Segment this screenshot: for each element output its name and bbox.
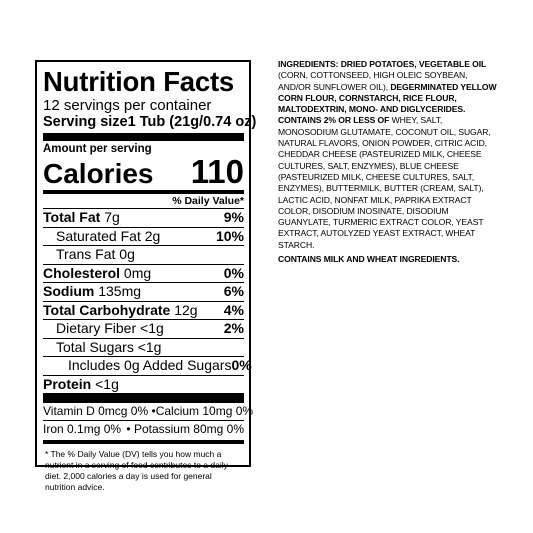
- calories-value: 110: [190, 153, 244, 190]
- nutrient-amount: <1g: [95, 375, 119, 392]
- ingredients-label: INGREDIENTS:: [278, 59, 339, 69]
- nutrient-dv: 2%: [223, 320, 244, 336]
- nutrient-label: Total Carbohydrate: [43, 301, 171, 318]
- nutrient-dv: 0%: [231, 357, 252, 373]
- total-sugars-row: [43, 339, 244, 358]
- ingredients-part5: WHEY, SALT, MONOSODIUM GLUTAMATE, COCONUT OIL, SUGAR, NATURAL FLAVORS, ONION POWDER, CITRIC ACID, CHEDDAR CHEESE (PASTEURIZED MILK, CHEESE CULTURES, SALT, ENZYMES), BLUE CHEESE (PASTEURIZED MILK, CHEESE CULTURES, SALT, ENZYMES), BUTTERMILK, BUTTER (CREAM, SALT), LACTIC ACID, NONFAT MILK, PAPRIKA EXTRACT COLOR, DISODIUM INOSINATE, DISODIUM GUANYLATE, TURMERIC EXTRACT COLOR, YEAST EXTRACT, AUTOLYZED YEAST EXTRACT, WHEAT STARCH.: [278, 115, 491, 250]
- vitamin-d: Vitamin D 0mcg 0%: [43, 404, 149, 418]
- ingredients-part1: DRIED POTATOES, VEGETABLE OIL: [340, 59, 487, 69]
- nutrient-label: Protein: [43, 375, 92, 392]
- nutrient-amount: 135mg: [98, 283, 142, 299]
- nutrient-label: Includes 0g Added Sugars: [68, 357, 232, 373]
- nutrient-label: Saturated Fat: [56, 227, 141, 244]
- sodium-row: [43, 283, 244, 302]
- ingredients-part2: (CORN, COTTONSEED, HIGH OLEIC SOYBEAN, AND/OR SUNFLOWER OIL),: [278, 70, 468, 92]
- dietary-fiber-row: [43, 320, 244, 339]
- nutrition-title: Nutrition Facts: [43, 66, 235, 97]
- calories-row: [43, 153, 244, 190]
- heavy-divider: [43, 393, 244, 403]
- vitamins-row-2: [43, 421, 244, 438]
- daily-value-header: % Daily Value*: [43, 194, 244, 209]
- allergen-statement: CONTAINS MILK AND WHEAT INGREDIENTS.: [278, 254, 460, 265]
- ingredients-block: [278, 59, 500, 265]
- nutrient-label: Cholesterol: [43, 264, 121, 281]
- nutrient-dv: 6%: [223, 283, 244, 299]
- total-fat-row: [43, 209, 244, 228]
- nutrient-amount: <1g: [137, 338, 162, 355]
- servings-per-container: 12 servings per container: [43, 97, 212, 114]
- protein-row: [43, 376, 244, 394]
- potassium: Potassium 80mg 0%: [133, 422, 244, 436]
- amount-per-serving: Amount per serving: [43, 143, 152, 155]
- footnote: * The % Daily Value (DV) tells you how much a nutrient in a serving of food contributes to a daily diet. 2,000 calories a day is used for general nutrition advice.: [43, 440, 244, 493]
- nutrient-amount: <1g: [140, 320, 164, 336]
- bullet: •: [126, 422, 131, 436]
- nutrient-amount: 7g: [104, 209, 120, 225]
- nutrient-dv: 4%: [223, 301, 244, 318]
- serving-size-value: 1 Tub (21g/0.74 oz): [127, 114, 257, 130]
- trans-fat-row: [43, 246, 244, 265]
- nutrient-amount: 12g: [174, 301, 198, 318]
- nutrient-label: Trans Fat: [56, 246, 116, 262]
- bullet: •: [151, 404, 156, 418]
- saturated-fat-row: [43, 228, 244, 247]
- calories-label: Calories: [43, 158, 154, 189]
- nutrient-dv: 0%: [223, 264, 244, 281]
- vitamins-row-1: [43, 403, 254, 421]
- nutrient-label: Dietary Fiber: [56, 320, 137, 336]
- calcium: Calcium 10mg 0%: [155, 404, 254, 418]
- nutrient-dv: 9%: [223, 209, 244, 225]
- total-carbohydrate-row: [43, 302, 244, 321]
- nutrient-amount: 2g: [144, 227, 161, 244]
- ingredients-part3: DEGERMINATED YELLOW CORN FLOUR, CORNSTARCH, RICE FLOUR, MALTODEXTRIN, MONO- AND DIGLYCERIDES.: [278, 81, 497, 115]
- iron: Iron 0.1mg 0%: [43, 422, 122, 436]
- nutrient-label: Total Sugars: [56, 338, 134, 355]
- serving-size-label: Serving size: [43, 114, 128, 130]
- nutrient-amount: 0mg: [123, 264, 152, 281]
- added-sugars-row: [43, 357, 252, 376]
- ingredients-part4: CONTAINS 2% OR LESS OF: [278, 115, 390, 126]
- nutrient-amount: 0g: [119, 246, 135, 262]
- serving-size-row: [43, 114, 257, 131]
- nutrition-facts-panel: [35, 60, 257, 492]
- nutrient-label: Sodium: [43, 283, 95, 299]
- nutrient-label: Total Fat: [43, 209, 101, 225]
- ingredients-paragraph: [278, 59, 500, 251]
- thick-divider: [43, 133, 244, 141]
- nutrient-dv: 10%: [215, 227, 244, 244]
- cholesterol-row: [43, 265, 244, 284]
